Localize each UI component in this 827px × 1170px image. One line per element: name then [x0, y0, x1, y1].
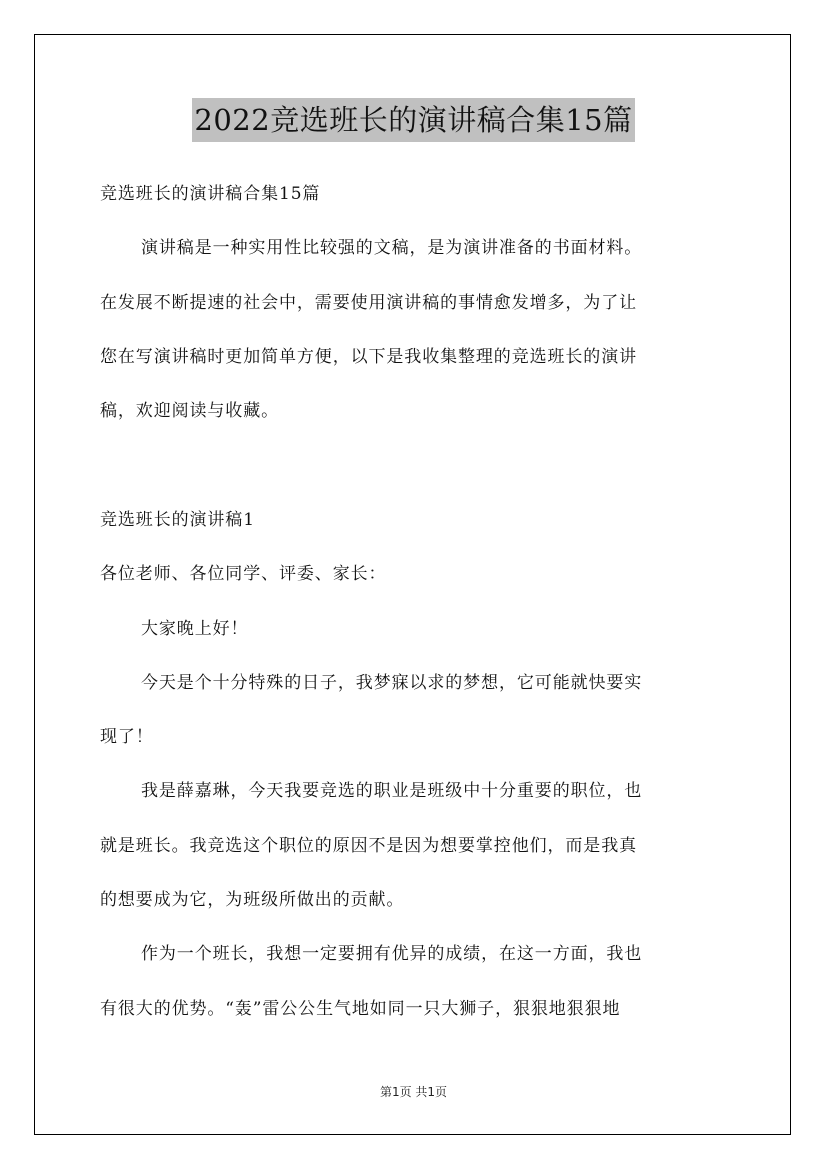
page-footer: 第1页 共1页 [379, 1085, 448, 1099]
document-title: 2022竞选班长的演讲稿合集15篇 [192, 98, 634, 142]
paragraph-line: 演讲稿是一种实用性比较强的文稿，是为演讲准备的书面材料。 [141, 238, 643, 258]
paragraph-line: 现了！ [100, 727, 154, 747]
paragraph-line: 的想要成为它，为班级所做出的贡献。 [100, 890, 405, 910]
paragraph-line: 我是薛嘉琳，今天我要竞选的职业是班级中十分重要的职位，也 [141, 781, 643, 801]
paragraph-line: 有很大的优势。“轰”雷公公生气地如同一只大狮子，狠狠地狠狠地 [100, 999, 621, 1019]
greeting: 大家晚上好！ [141, 619, 249, 639]
paragraph-line: 在发展不断提速的社会中，需要使用演讲稿的事情愈发增多，为了让 [100, 293, 637, 313]
paragraph-line: 就是班长。我竞选这个职位的原因不是因为想要掌控他们，而是我真 [100, 836, 637, 856]
paragraph-line: 稿，欢迎阅读与收藏。 [100, 401, 279, 421]
salutation: 各位老师、各位同学、评委、家长： [100, 564, 387, 584]
paragraph-line: 您在写演讲稿时更加简单方便，以下是我收集整理的竞选班长的演讲 [100, 347, 637, 367]
paragraph-line: 今天是个十分特殊的日子，我梦寐以求的梦想，它可能就快要实 [141, 673, 643, 693]
section-heading: 竞选班长的演讲稿1 [100, 510, 255, 530]
document-subtitle: 竞选班长的演讲稿合集15篇 [100, 184, 321, 204]
paragraph-line: 作为一个班长，我想一定要拥有优异的成绩，在这一方面，我也 [141, 944, 643, 964]
title-container [0, 98, 827, 142]
